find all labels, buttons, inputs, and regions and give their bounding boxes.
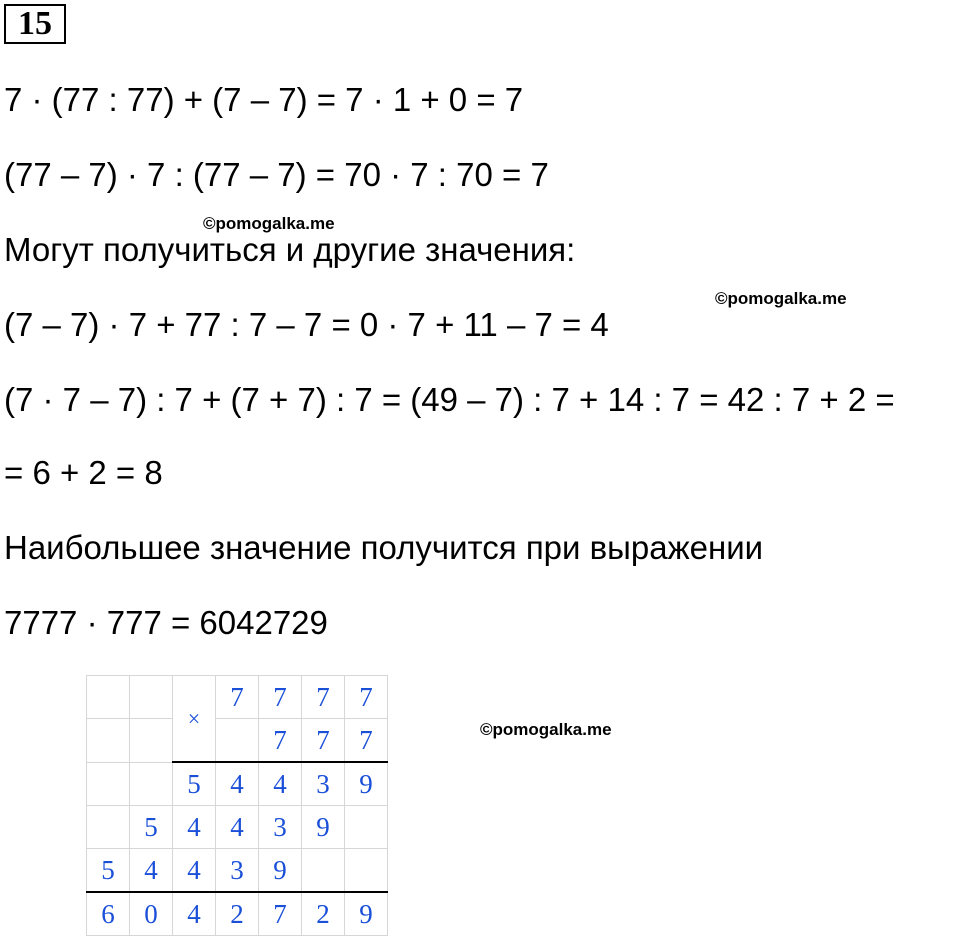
grid-cell: 7 — [216, 676, 259, 719]
grid-cell — [87, 762, 130, 806]
text-line-other-values: Могут получиться и другие значения: — [4, 231, 576, 268]
grid-cell: 7 — [345, 719, 388, 763]
grid-cell: 7 — [345, 676, 388, 719]
equation-line-2: (77 – 7) · 7 : (77 – 7) = 70 · 7 : 70 = 7 — [4, 156, 549, 193]
grid-cell: 3 — [216, 849, 259, 893]
grid-cell: 4 — [130, 849, 173, 893]
equation-line-4: (7 · 7 – 7) : 7 + (7 + 7) : 7 = (49 – 7) : 7 + 14 : 7 = 42 : 7 + 2 = — [4, 381, 895, 418]
grid-cell: 2 — [302, 892, 345, 936]
grid-row-multiplicand — [87, 676, 388, 719]
grid-cell — [87, 806, 130, 849]
grid-cell: 4 — [216, 806, 259, 849]
equation-line-5: = 6 + 2 = 8 — [4, 454, 163, 491]
grid-cell — [87, 676, 130, 719]
grid-cell: 3 — [259, 806, 302, 849]
grid-cell: 7 — [302, 676, 345, 719]
grid-cell: 5 — [130, 806, 173, 849]
grid-cell: 3 — [302, 762, 345, 806]
grid-cell: 4 — [173, 806, 216, 849]
task-number-box: 15 — [4, 4, 66, 44]
grid-row-multiplier — [87, 719, 388, 763]
grid-cell: 6 — [87, 892, 130, 936]
grid-cell: 9 — [345, 892, 388, 936]
equation-line-1: 7 · (77 : 77) + (7 – 7) = 7 · 1 + 0 = 7 — [4, 81, 524, 118]
grid-cell: 2 — [216, 892, 259, 936]
grid-row-partial-3 — [87, 849, 388, 893]
grid-cell — [216, 719, 259, 763]
grid-cell: 9 — [302, 806, 345, 849]
grid-row-result — [87, 892, 388, 936]
watermark: ©pomogalka.me — [715, 289, 847, 308]
grid-cell: 5 — [87, 849, 130, 893]
multiply-sign: × — [173, 676, 216, 763]
grid-cell: 7 — [259, 719, 302, 763]
grid-cell: 4 — [259, 762, 302, 806]
grid-cell — [130, 762, 173, 806]
equation-line-3: (7 – 7) · 7 + 77 : 7 – 7 = 0 · 7 + 11 – 7 = 4 — [4, 306, 609, 343]
grid-cell: 4 — [173, 892, 216, 936]
column-multiplication-grid — [86, 675, 388, 936]
grid-cell: 4 — [173, 849, 216, 893]
grid-cell — [130, 676, 173, 719]
grid-cell: 7 — [259, 892, 302, 936]
grid-cell: 7 — [259, 676, 302, 719]
grid-cell: 0 — [130, 892, 173, 936]
grid-cell: 4 — [216, 762, 259, 806]
text-line-greatest-value: Наибольшее значение получится при выражении — [4, 529, 764, 566]
grid-row-partial-2 — [87, 806, 388, 849]
grid-cell: 9 — [345, 762, 388, 806]
grid-cell — [130, 719, 173, 763]
grid-cell — [345, 806, 388, 849]
watermark: ©pomogalka.me — [480, 720, 612, 739]
grid-cell: 9 — [259, 849, 302, 893]
grid-row-partial-1 — [87, 762, 388, 806]
equation-line-6: 7777 · 777 = 6042729 — [4, 604, 328, 641]
grid-cell — [345, 849, 388, 893]
grid-cell: 7 — [302, 719, 345, 763]
grid-cell — [302, 849, 345, 893]
grid-cell: 5 — [173, 762, 216, 806]
grid-cell — [87, 719, 130, 763]
watermark: ©pomogalka.me — [203, 214, 335, 233]
